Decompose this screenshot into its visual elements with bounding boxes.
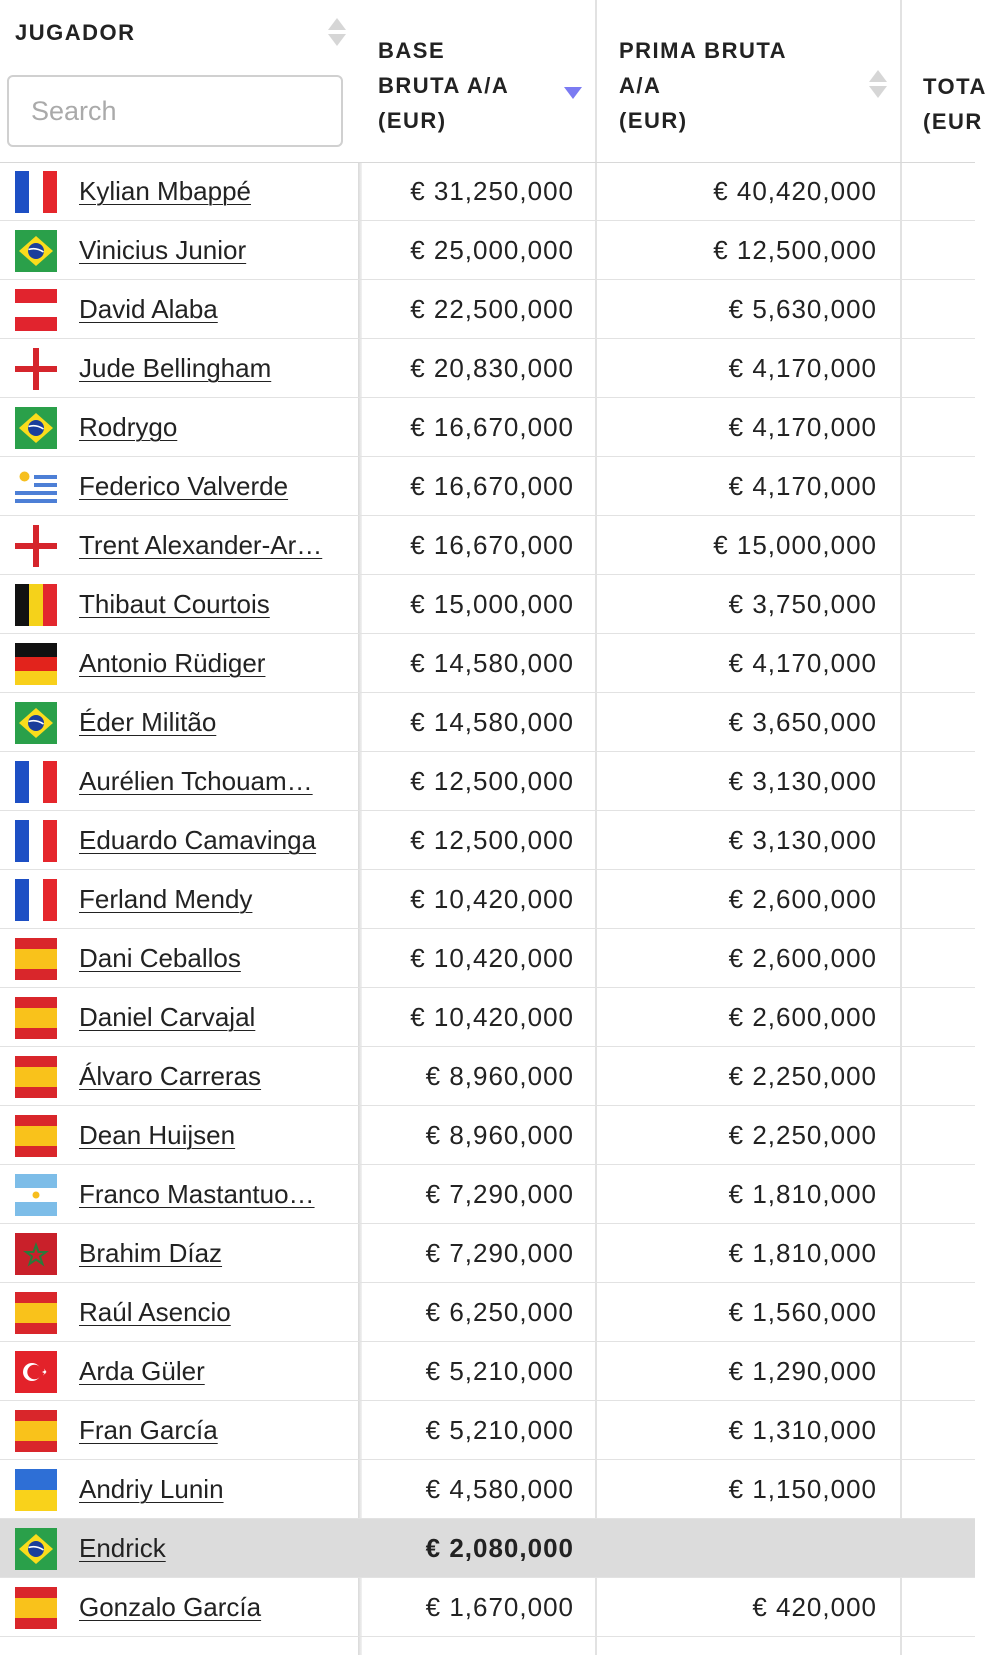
gross-bonus-cell: € 2,600,000 [728, 1002, 877, 1032]
player-cell [0, 1578, 358, 1636]
player-name-link[interactable]: Endrick [79, 1533, 166, 1563]
player-cell [0, 634, 358, 692]
player-cell [0, 811, 358, 869]
table-row[interactable] [0, 1460, 975, 1519]
france-flag-icon [15, 820, 57, 862]
base-salary-cell: € 15,000,000 [410, 589, 574, 619]
total-column-header[interactable] [902, 0, 987, 162]
player-name-link[interactable]: Aurélien Tchouam… [79, 766, 313, 796]
turkey-flag-icon [15, 1351, 57, 1393]
player-name-link[interactable]: Éder Militão [79, 707, 217, 737]
england-flag-icon [15, 525, 57, 567]
player-cell [0, 162, 358, 220]
player-name-link[interactable]: Eduardo Camavinga [79, 825, 317, 855]
player-name-link[interactable]: Vinicius Junior [79, 235, 247, 265]
gross-bonus-cell: € 3,750,000 [728, 589, 877, 619]
player-cell [0, 1283, 358, 1341]
base-salary-cell: € 16,670,000 [410, 530, 574, 560]
player-name-link[interactable]: Trent Alexander-Ar… [79, 530, 323, 560]
player-cell [0, 929, 358, 987]
table-row[interactable] [0, 1342, 975, 1401]
table-row[interactable] [0, 634, 975, 693]
brazil-flag-icon [15, 230, 57, 272]
base-salary-cell: € 4,580,000 [425, 1474, 574, 1504]
base-salary-cell: € 7,290,000 [425, 1179, 574, 1209]
gross-bonus-cell: € 1,310,000 [728, 1415, 877, 1445]
sort-desc-icon[interactable] [564, 71, 580, 99]
player-cell [0, 1460, 358, 1518]
gross-bonus-cell: € 3,130,000 [728, 825, 877, 855]
gross-bonus-cell: € 1,810,000 [728, 1179, 877, 1209]
player-cell [0, 752, 358, 810]
base-salary-cell: € 7,290,000 [425, 1238, 574, 1268]
player-cell [0, 398, 358, 456]
table-row[interactable] [0, 1047, 975, 1106]
table-row[interactable] [0, 988, 975, 1047]
austria-flag-icon [15, 289, 57, 331]
player-name-link[interactable]: Kylian Mbappé [79, 176, 251, 206]
gross-bonus-cell: € 2,600,000 [728, 943, 877, 973]
player-cell [0, 1519, 358, 1577]
player-cell [0, 1106, 358, 1164]
prima-column-header[interactable] [597, 0, 902, 162]
base-salary-cell: € 20,830,000 [410, 353, 574, 383]
base-salary-cell: € 12,500,000 [410, 825, 574, 855]
table-row[interactable] [0, 1165, 975, 1224]
search-input[interactable] [9, 77, 331, 145]
gross-bonus-cell: € 3,650,000 [728, 707, 877, 737]
table-row[interactable] [0, 575, 975, 634]
player-name-link[interactable]: Andriy Lunin [79, 1474, 224, 1504]
search-box[interactable] [7, 75, 343, 147]
player-cell [0, 1342, 358, 1400]
england-flag-icon [15, 348, 57, 390]
base-salary-cell: € 10,420,000 [410, 884, 574, 914]
table-row[interactable] [0, 280, 975, 339]
player-name-link[interactable]: David Alaba [79, 294, 218, 324]
table-row[interactable] [0, 693, 975, 752]
gross-bonus-cell: € 15,000,000 [713, 530, 877, 560]
gross-bonus-cell: € 2,250,000 [728, 1061, 877, 1091]
belgium-flag-icon [15, 584, 57, 626]
table-row[interactable] [0, 929, 975, 988]
base-salary-cell: € 16,670,000 [410, 471, 574, 501]
total-column-title: TOTA (EUR [923, 74, 987, 134]
base-salary-cell: € 1,670,000 [425, 1592, 574, 1622]
base-salary-cell: € 22,500,000 [410, 294, 574, 324]
gross-bonus-cell: € 1,150,000 [728, 1474, 877, 1504]
base-salary-cell: € 14,580,000 [410, 648, 574, 678]
base-salary-cell: € 12,500,000 [410, 766, 574, 796]
gross-bonus-cell: € 2,600,000 [728, 884, 877, 914]
base-salary-cell: € 5,210,000 [425, 1415, 574, 1445]
table-row[interactable] [0, 339, 975, 398]
base-salary-cell: € 8,960,000 [425, 1120, 574, 1150]
brazil-flag-icon [15, 1528, 57, 1570]
player-name-link[interactable]: Franco Mastantuo… [79, 1179, 315, 1209]
base-salary-cell: € 10,420,000 [410, 943, 574, 973]
france-flag-icon [15, 879, 57, 921]
spain-flag-icon [15, 1292, 57, 1334]
player-cell [0, 870, 358, 928]
base-salary-cell: € 2,080,000 [425, 1533, 574, 1563]
table-row[interactable] [0, 162, 975, 221]
sort-icon[interactable] [328, 18, 344, 46]
player-name-link[interactable]: Rodrygo [79, 412, 178, 442]
base-salary-cell: € 25,000,000 [410, 235, 574, 265]
player-cell [0, 1047, 358, 1105]
base-salary-cell: € 16,670,000 [410, 412, 574, 442]
player-cell [0, 1165, 358, 1223]
player-cell [0, 516, 358, 574]
table-row[interactable] [0, 1224, 975, 1283]
gross-bonus-cell: € 4,170,000 [728, 353, 877, 383]
player-name-link[interactable]: Thibaut Courtois [79, 589, 270, 619]
gross-bonus-cell: € 1,290,000 [728, 1356, 877, 1386]
gross-bonus-cell [597, 1519, 877, 1577]
player-cell [0, 457, 358, 515]
gross-bonus-cell: € 1,810,000 [728, 1238, 877, 1268]
brazil-flag-icon [15, 407, 57, 449]
player-cell [0, 221, 358, 279]
base-salary-cell: € 14,580,000 [410, 707, 574, 737]
player-cell [0, 339, 358, 397]
table-row[interactable] [0, 1106, 975, 1165]
prima-column-title: PRIMA BRUTA A/A (EUR) [619, 38, 788, 133]
gross-bonus-cell: € 12,500,000 [713, 235, 877, 265]
player-name-link[interactable]: Dean Huijsen [79, 1120, 236, 1150]
player-cell [0, 1401, 358, 1459]
base-column-title: BASE BRUTA A/A (EUR) [378, 38, 510, 133]
table-row[interactable] [0, 516, 975, 575]
player-name-link[interactable]: Arda Güler [79, 1356, 205, 1386]
player-cell [0, 280, 358, 338]
spain-flag-icon [15, 1587, 57, 1629]
base-column-header[interactable] [361, 0, 597, 162]
table-row[interactable] [0, 457, 975, 516]
player-cell [0, 1224, 358, 1282]
sort-icon[interactable] [869, 70, 885, 98]
argentina-flag-icon [15, 1174, 57, 1216]
base-salary-cell: € 10,420,000 [410, 1002, 574, 1032]
france-flag-icon [15, 171, 57, 213]
player-name-link[interactable]: Federico Valverde [79, 471, 289, 501]
table-row[interactable] [0, 752, 975, 811]
spain-flag-icon [15, 1056, 57, 1098]
player-name-link[interactable]: Jude Bellingham [79, 353, 272, 383]
table-row[interactable] [0, 870, 975, 929]
base-salary-cell: € 31,250,000 [410, 176, 574, 206]
base-salary-cell: € 5,210,000 [425, 1356, 574, 1386]
germany-flag-icon [15, 643, 57, 685]
base-salary-cell: € 6,250,000 [425, 1297, 574, 1327]
table-row[interactable] [0, 221, 975, 280]
spain-flag-icon [15, 997, 57, 1039]
player-cell [0, 988, 358, 1046]
player-name-link[interactable]: Dani Ceballos [79, 943, 241, 973]
uruguay-flag-icon [15, 466, 57, 508]
gross-bonus-cell: € 1,560,000 [728, 1297, 877, 1327]
spain-flag-icon [15, 938, 57, 980]
player-name-link[interactable]: Gonzalo García [79, 1592, 262, 1622]
table-body [0, 162, 975, 1637]
gross-bonus-cell: € 2,250,000 [728, 1120, 877, 1150]
player-cell [0, 575, 358, 633]
gross-bonus-cell: € 4,170,000 [728, 648, 877, 678]
gross-bonus-cell: € 4,170,000 [728, 412, 877, 442]
morocco-flag-icon [15, 1233, 57, 1275]
spain-flag-icon [15, 1410, 57, 1452]
player-name-link[interactable]: Fran García [79, 1415, 218, 1445]
player-name-link[interactable]: Brahim Díaz [79, 1238, 223, 1268]
player-name-link[interactable]: Daniel Carvajal [79, 1002, 256, 1032]
france-flag-icon [15, 761, 57, 803]
gross-bonus-cell: € 3,130,000 [728, 766, 877, 796]
gross-bonus-cell: € 40,420,000 [713, 176, 877, 206]
table-row[interactable] [0, 811, 975, 870]
base-salary-cell: € 8,960,000 [425, 1061, 574, 1091]
table-row[interactable] [0, 1283, 975, 1342]
table-row[interactable] [0, 1578, 975, 1637]
gross-bonus-cell: € 420,000 [752, 1592, 877, 1622]
brazil-flag-icon [15, 702, 57, 744]
table-header [0, 0, 987, 163]
player-name-link[interactable]: Ferland Mendy [79, 884, 253, 914]
gross-bonus-cell: € 5,630,000 [728, 294, 877, 324]
spain-flag-icon [15, 1115, 57, 1157]
player-name-link[interactable]: Álvaro Carreras [79, 1061, 262, 1091]
player-name-link[interactable]: Raúl Asencio [79, 1297, 231, 1327]
ukraine-flag-icon [15, 1469, 57, 1511]
table-row[interactable] [0, 1519, 975, 1578]
table-row[interactable] [0, 1401, 975, 1460]
gross-bonus-cell: € 4,170,000 [728, 471, 877, 501]
player-column-header[interactable] [0, 0, 358, 162]
player-column-title: JUGADOR [15, 20, 136, 45]
table-row[interactable] [0, 398, 975, 457]
player-name-link[interactable]: Antonio Rüdiger [79, 648, 266, 678]
player-cell [0, 693, 358, 751]
